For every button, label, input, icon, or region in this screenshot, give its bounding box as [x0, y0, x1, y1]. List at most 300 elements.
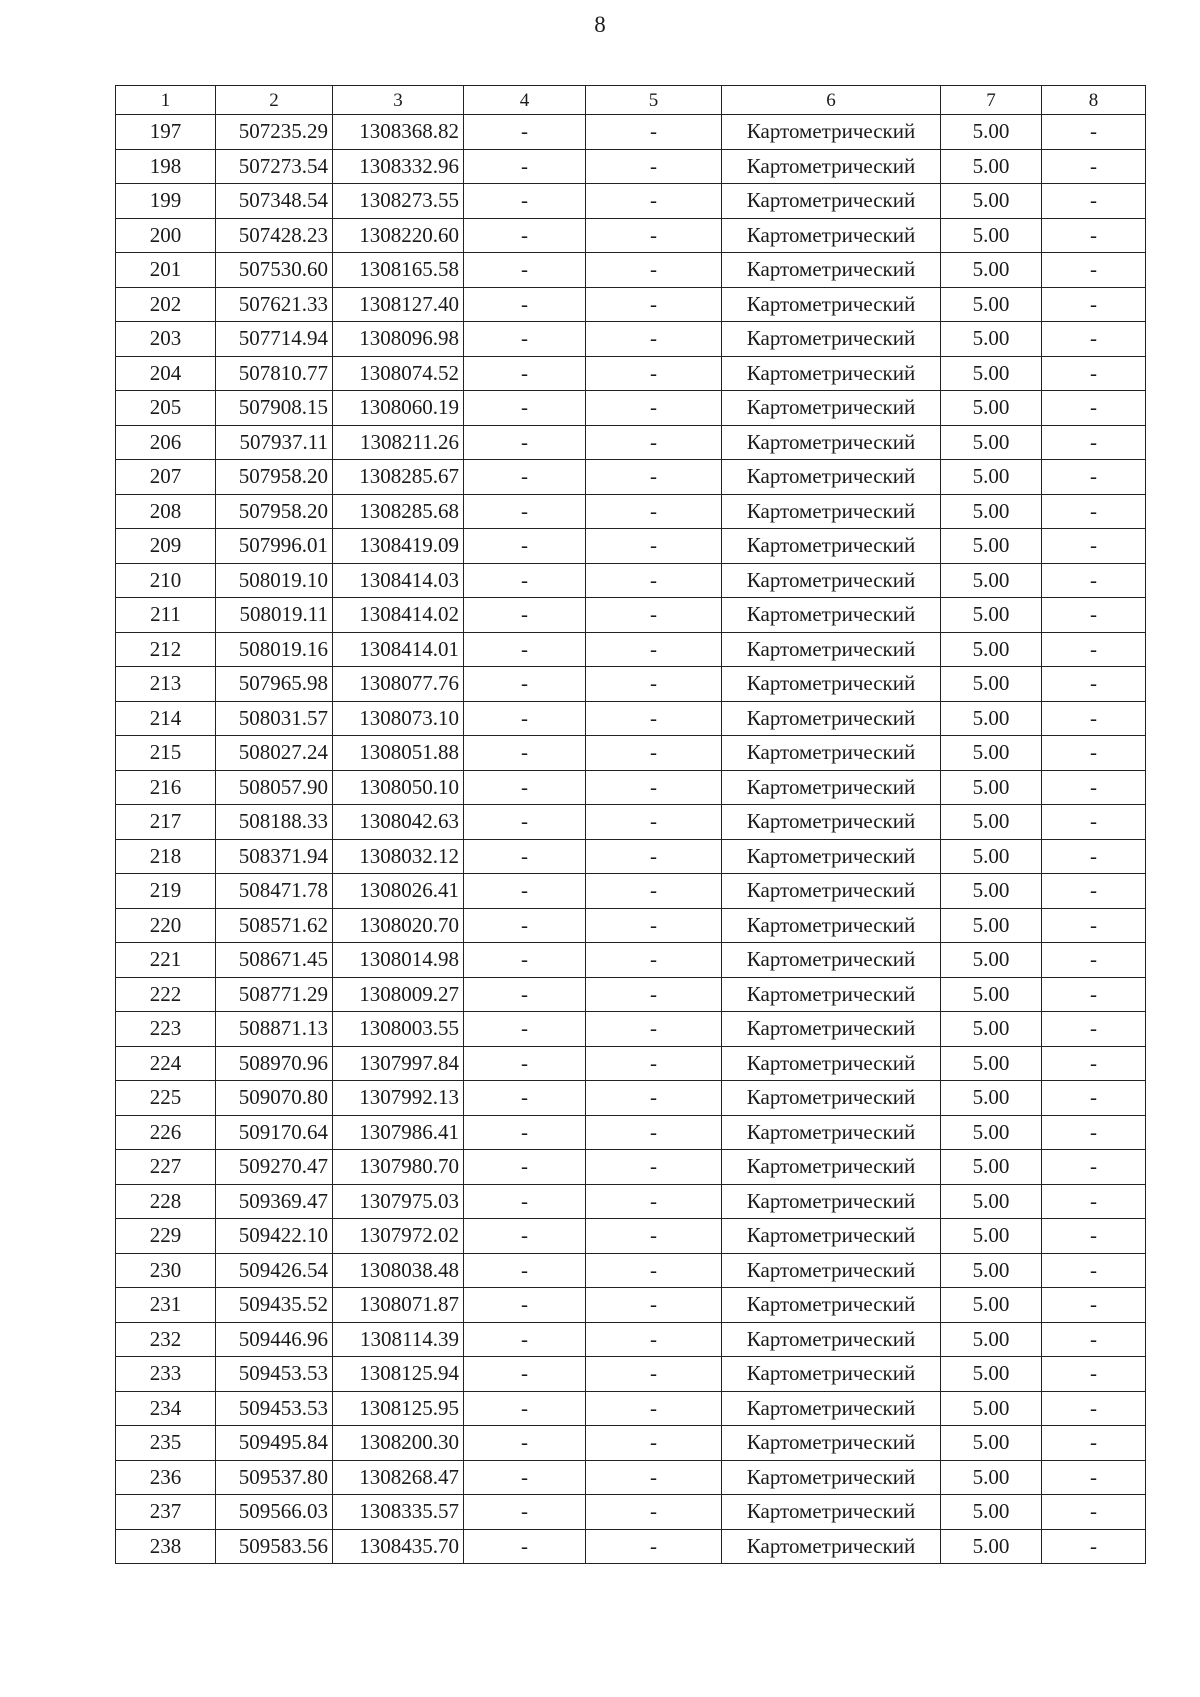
table-row	[116, 322, 1146, 357]
table-row	[116, 736, 1146, 771]
cell-point-number: 212	[116, 632, 216, 667]
table-row	[116, 115, 1146, 150]
table-row	[116, 184, 1146, 219]
cell-col8-value: -	[1042, 1460, 1146, 1495]
cell-accuracy: 5.00	[941, 1391, 1042, 1426]
cell-col5-value: -	[586, 632, 722, 667]
cell-point-number: 206	[116, 425, 216, 460]
column-header-3: 3	[333, 86, 464, 115]
cell-coord-x: 508871.13	[216, 1012, 333, 1047]
cell-col5-value: -	[586, 874, 722, 909]
cell-coord-y: 1308020.70	[333, 908, 464, 943]
cell-col8-value: -	[1042, 529, 1146, 564]
cell-coord-x: 509435.52	[216, 1288, 333, 1323]
cell-col4-value: -	[464, 1529, 586, 1564]
cell-accuracy: 5.00	[941, 908, 1042, 943]
cell-coord-y: 1308077.76	[333, 667, 464, 702]
cell-accuracy: 5.00	[941, 805, 1042, 840]
cell-accuracy: 5.00	[941, 1529, 1042, 1564]
table-row	[116, 977, 1146, 1012]
cell-coord-x: 509270.47	[216, 1150, 333, 1185]
cell-coord-y: 1307986.41	[333, 1115, 464, 1150]
cell-col8-value: -	[1042, 563, 1146, 598]
cell-col4-value: -	[464, 1426, 586, 1461]
cell-col4-value: -	[464, 977, 586, 1012]
cell-col5-value: -	[586, 356, 722, 391]
cell-col5-value: -	[586, 1322, 722, 1357]
cell-col5-value: -	[586, 218, 722, 253]
cell-accuracy: 5.00	[941, 598, 1042, 633]
cell-coord-y: 1308335.57	[333, 1495, 464, 1530]
cell-col5-value: -	[586, 322, 722, 357]
cell-coord-x: 508019.10	[216, 563, 333, 598]
cell-col8-value: -	[1042, 667, 1146, 702]
cell-method: Картометрический	[722, 253, 941, 288]
column-header-1: 1	[116, 86, 216, 115]
cell-method: Картометрический	[722, 770, 941, 805]
cell-accuracy: 5.00	[941, 356, 1042, 391]
table-row	[116, 1253, 1146, 1288]
cell-coord-x: 508571.62	[216, 908, 333, 943]
cell-coord-x: 507348.54	[216, 184, 333, 219]
cell-method: Картометрический	[722, 425, 941, 460]
column-header-6: 6	[722, 86, 941, 115]
cell-point-number: 233	[116, 1357, 216, 1392]
table-row	[116, 805, 1146, 840]
cell-col4-value: -	[464, 598, 586, 633]
cell-coord-x: 507908.15	[216, 391, 333, 426]
cell-col4-value: -	[464, 322, 586, 357]
table-row	[116, 839, 1146, 874]
cell-point-number: 200	[116, 218, 216, 253]
cell-col8-value: -	[1042, 839, 1146, 874]
cell-coord-x: 509583.56	[216, 1529, 333, 1564]
cell-col4-value: -	[464, 943, 586, 978]
cell-col4-value: -	[464, 184, 586, 219]
cell-col5-value: -	[586, 736, 722, 771]
cell-col5-value: -	[586, 1046, 722, 1081]
cell-method: Картометрический	[722, 1115, 941, 1150]
cell-method: Картометрический	[722, 1529, 941, 1564]
cell-col5-value: -	[586, 1115, 722, 1150]
cell-col4-value: -	[464, 736, 586, 771]
table-row	[116, 874, 1146, 909]
table-row	[116, 1426, 1146, 1461]
cell-method: Картометрический	[722, 1219, 941, 1254]
cell-col4-value: -	[464, 287, 586, 322]
table-row	[116, 701, 1146, 736]
cell-coord-x: 508019.11	[216, 598, 333, 633]
cell-point-number: 221	[116, 943, 216, 978]
cell-accuracy: 5.00	[941, 1322, 1042, 1357]
cell-col5-value: -	[586, 529, 722, 564]
cell-col4-value: -	[464, 770, 586, 805]
cell-coord-x: 509446.96	[216, 1322, 333, 1357]
cell-coord-y: 1308273.55	[333, 184, 464, 219]
cell-method: Картометрический	[722, 1150, 941, 1185]
cell-accuracy: 5.00	[941, 1012, 1042, 1047]
table-row	[116, 563, 1146, 598]
cell-col8-value: -	[1042, 460, 1146, 495]
cell-coord-y: 1308285.67	[333, 460, 464, 495]
cell-point-number: 228	[116, 1184, 216, 1219]
cell-coord-x: 507273.54	[216, 149, 333, 184]
cell-col8-value: -	[1042, 1012, 1146, 1047]
table-row	[116, 1322, 1146, 1357]
cell-accuracy: 5.00	[941, 529, 1042, 564]
page-number: 8	[594, 12, 606, 37]
cell-coord-x: 509453.53	[216, 1391, 333, 1426]
cell-point-number: 223	[116, 1012, 216, 1047]
cell-method: Картометрический	[722, 874, 941, 909]
column-header-2: 2	[216, 86, 333, 115]
cell-accuracy: 5.00	[941, 632, 1042, 667]
cell-coord-y: 1308032.12	[333, 839, 464, 874]
cell-point-number: 209	[116, 529, 216, 564]
cell-point-number: 202	[116, 287, 216, 322]
table-row	[116, 1150, 1146, 1185]
table-row	[116, 1495, 1146, 1530]
cell-col5-value: -	[586, 701, 722, 736]
cell-coord-x: 509369.47	[216, 1184, 333, 1219]
cell-coord-y: 1307972.02	[333, 1219, 464, 1254]
cell-coord-x: 508027.24	[216, 736, 333, 771]
cell-col4-value: -	[464, 1219, 586, 1254]
cell-col8-value: -	[1042, 598, 1146, 633]
cell-coord-y: 1308003.55	[333, 1012, 464, 1047]
cell-col5-value: -	[586, 1184, 722, 1219]
cell-col4-value: -	[464, 529, 586, 564]
table-row	[116, 356, 1146, 391]
cell-accuracy: 5.00	[941, 149, 1042, 184]
table-row	[116, 287, 1146, 322]
cell-accuracy: 5.00	[941, 839, 1042, 874]
cell-col4-value: -	[464, 1253, 586, 1288]
cell-col8-value: -	[1042, 805, 1146, 840]
cell-coord-x: 508970.96	[216, 1046, 333, 1081]
cell-col4-value: -	[464, 667, 586, 702]
table-row	[116, 1115, 1146, 1150]
cell-method: Картометрический	[722, 598, 941, 633]
column-header-7: 7	[941, 86, 1042, 115]
cell-coord-x: 507965.98	[216, 667, 333, 702]
cell-coord-y: 1307980.70	[333, 1150, 464, 1185]
table-row	[116, 149, 1146, 184]
cell-coord-y: 1308127.40	[333, 287, 464, 322]
cell-coord-y: 1308114.39	[333, 1322, 464, 1357]
cell-method: Картометрический	[722, 736, 941, 771]
cell-coord-y: 1308165.58	[333, 253, 464, 288]
cell-point-number: 231	[116, 1288, 216, 1323]
cell-col8-value: -	[1042, 1391, 1146, 1426]
cell-method: Картометрический	[722, 839, 941, 874]
cell-coord-x: 509422.10	[216, 1219, 333, 1254]
cell-coord-y: 1308026.41	[333, 874, 464, 909]
table-row	[116, 529, 1146, 564]
cell-coord-y: 1308071.87	[333, 1288, 464, 1323]
cell-col8-value: -	[1042, 1046, 1146, 1081]
cell-coord-x: 507530.60	[216, 253, 333, 288]
cell-col4-value: -	[464, 805, 586, 840]
cell-col4-value: -	[464, 908, 586, 943]
cell-accuracy: 5.00	[941, 874, 1042, 909]
cell-point-number: 230	[116, 1253, 216, 1288]
cell-col4-value: -	[464, 1184, 586, 1219]
cell-accuracy: 5.00	[941, 1460, 1042, 1495]
cell-point-number: 204	[116, 356, 216, 391]
cell-col4-value: -	[464, 1357, 586, 1392]
cell-col8-value: -	[1042, 1288, 1146, 1323]
cell-method: Картометрический	[722, 1184, 941, 1219]
cell-method: Картометрический	[722, 494, 941, 529]
cell-col8-value: -	[1042, 425, 1146, 460]
cell-method: Картометрический	[722, 1495, 941, 1530]
cell-col4-value: -	[464, 218, 586, 253]
column-header-5: 5	[586, 86, 722, 115]
cell-point-number: 201	[116, 253, 216, 288]
cell-accuracy: 5.00	[941, 494, 1042, 529]
cell-col4-value: -	[464, 1012, 586, 1047]
cell-point-number: 218	[116, 839, 216, 874]
cell-col4-value: -	[464, 1391, 586, 1426]
cell-point-number: 229	[116, 1219, 216, 1254]
cell-col8-value: -	[1042, 1495, 1146, 1530]
cell-col5-value: -	[586, 908, 722, 943]
cell-accuracy: 5.00	[941, 1081, 1042, 1116]
table-row	[116, 1184, 1146, 1219]
cell-col4-value: -	[464, 1081, 586, 1116]
cell-method: Картометрический	[722, 529, 941, 564]
table-row	[116, 1460, 1146, 1495]
cell-method: Картометрический	[722, 908, 941, 943]
cell-col5-value: -	[586, 425, 722, 460]
cell-method: Картометрический	[722, 391, 941, 426]
cell-col4-value: -	[464, 1150, 586, 1185]
cell-coord-x: 507621.33	[216, 287, 333, 322]
cell-col4-value: -	[464, 494, 586, 529]
cell-col5-value: -	[586, 1529, 722, 1564]
cell-coord-y: 1308038.48	[333, 1253, 464, 1288]
cell-col5-value: -	[586, 598, 722, 633]
cell-col5-value: -	[586, 1150, 722, 1185]
cell-point-number: 208	[116, 494, 216, 529]
cell-coord-x: 509070.80	[216, 1081, 333, 1116]
column-header-8: 8	[1042, 86, 1146, 115]
table-row	[116, 1012, 1146, 1047]
cell-col8-value: -	[1042, 1357, 1146, 1392]
cell-method: Картометрический	[722, 632, 941, 667]
cell-col8-value: -	[1042, 736, 1146, 771]
cell-coord-x: 507958.20	[216, 460, 333, 495]
cell-coord-y: 1308050.10	[333, 770, 464, 805]
cell-col8-value: -	[1042, 322, 1146, 357]
cell-point-number: 217	[116, 805, 216, 840]
cell-point-number: 213	[116, 667, 216, 702]
cell-method: Картометрический	[722, 1012, 941, 1047]
cell-accuracy: 5.00	[941, 736, 1042, 771]
cell-accuracy: 5.00	[941, 1219, 1042, 1254]
cell-point-number: 222	[116, 977, 216, 1012]
cell-coord-x: 509453.53	[216, 1357, 333, 1392]
cell-col4-value: -	[464, 391, 586, 426]
cell-col4-value: -	[464, 1495, 586, 1530]
cell-col4-value: -	[464, 425, 586, 460]
cell-accuracy: 5.00	[941, 1357, 1042, 1392]
cell-coord-y: 1308414.03	[333, 563, 464, 598]
cell-coord-y: 1308414.02	[333, 598, 464, 633]
cell-coord-x: 507235.29	[216, 115, 333, 150]
table-header	[116, 86, 1146, 115]
cell-col5-value: -	[586, 805, 722, 840]
cell-col4-value: -	[464, 1288, 586, 1323]
cell-method: Картометрический	[722, 1046, 941, 1081]
cell-coord-x: 509566.03	[216, 1495, 333, 1530]
cell-col5-value: -	[586, 460, 722, 495]
table-row	[116, 943, 1146, 978]
cell-point-number: 198	[116, 149, 216, 184]
cell-point-number: 236	[116, 1460, 216, 1495]
cell-method: Картометрический	[722, 1253, 941, 1288]
cell-point-number: 205	[116, 391, 216, 426]
cell-coord-y: 1308042.63	[333, 805, 464, 840]
cell-col8-value: -	[1042, 770, 1146, 805]
cell-col5-value: -	[586, 1081, 722, 1116]
cell-accuracy: 5.00	[941, 1150, 1042, 1185]
table-row	[116, 425, 1146, 460]
cell-col4-value: -	[464, 149, 586, 184]
cell-col5-value: -	[586, 149, 722, 184]
cell-method: Картометрический	[722, 356, 941, 391]
cell-accuracy: 5.00	[941, 563, 1042, 598]
cell-coord-x: 507996.01	[216, 529, 333, 564]
cell-coord-x: 508031.57	[216, 701, 333, 736]
cell-col5-value: -	[586, 253, 722, 288]
cell-accuracy: 5.00	[941, 322, 1042, 357]
cell-method: Картометрический	[722, 805, 941, 840]
table-row	[116, 632, 1146, 667]
cell-accuracy: 5.00	[941, 253, 1042, 288]
cell-accuracy: 5.00	[941, 701, 1042, 736]
cell-col8-value: -	[1042, 356, 1146, 391]
table-row	[116, 1081, 1146, 1116]
cell-col8-value: -	[1042, 977, 1146, 1012]
cell-coord-y: 1308009.27	[333, 977, 464, 1012]
cell-accuracy: 5.00	[941, 977, 1042, 1012]
cell-point-number: 225	[116, 1081, 216, 1116]
cell-accuracy: 5.00	[941, 943, 1042, 978]
cell-coord-y: 1308268.47	[333, 1460, 464, 1495]
cell-point-number: 232	[116, 1322, 216, 1357]
cell-col4-value: -	[464, 1460, 586, 1495]
cell-accuracy: 5.00	[941, 1115, 1042, 1150]
cell-accuracy: 5.00	[941, 667, 1042, 702]
header-row	[116, 86, 1146, 115]
cell-point-number: 227	[116, 1150, 216, 1185]
cell-point-number: 238	[116, 1529, 216, 1564]
cell-accuracy: 5.00	[941, 460, 1042, 495]
table-row	[116, 908, 1146, 943]
cell-point-number: 211	[116, 598, 216, 633]
cell-col8-value: -	[1042, 218, 1146, 253]
cell-method: Картометрический	[722, 149, 941, 184]
table-row	[116, 667, 1146, 702]
cell-coord-y: 1307975.03	[333, 1184, 464, 1219]
cell-coord-y: 1308073.10	[333, 701, 464, 736]
cell-method: Картометрический	[722, 1391, 941, 1426]
cell-point-number: 197	[116, 115, 216, 150]
cell-method: Картометрический	[722, 287, 941, 322]
column-header-4: 4	[464, 86, 586, 115]
cell-coord-y: 1308074.52	[333, 356, 464, 391]
cell-col8-value: -	[1042, 253, 1146, 288]
cell-method: Картометрический	[722, 1288, 941, 1323]
cell-col4-value: -	[464, 460, 586, 495]
cell-method: Картометрический	[722, 322, 941, 357]
cell-point-number: 237	[116, 1495, 216, 1530]
cell-coord-x: 508188.33	[216, 805, 333, 840]
cell-col8-value: -	[1042, 701, 1146, 736]
cell-coord-y: 1308125.95	[333, 1391, 464, 1426]
cell-point-number: 220	[116, 908, 216, 943]
cell-coord-y: 1307997.84	[333, 1046, 464, 1081]
cell-col5-value: -	[586, 977, 722, 1012]
cell-coord-x: 507428.23	[216, 218, 333, 253]
cell-method: Картометрический	[722, 1426, 941, 1461]
cell-col4-value: -	[464, 1046, 586, 1081]
cell-point-number: 219	[116, 874, 216, 909]
cell-coord-y: 1308419.09	[333, 529, 464, 564]
cell-coord-y: 1307992.13	[333, 1081, 464, 1116]
cell-coord-y: 1308014.98	[333, 943, 464, 978]
table-row	[116, 460, 1146, 495]
cell-coord-y: 1308060.19	[333, 391, 464, 426]
cell-col4-value: -	[464, 839, 586, 874]
cell-method: Картометрический	[722, 184, 941, 219]
cell-coord-x: 507810.77	[216, 356, 333, 391]
cell-col5-value: -	[586, 391, 722, 426]
cell-method: Картометрический	[722, 563, 941, 598]
cell-col8-value: -	[1042, 494, 1146, 529]
cell-col8-value: -	[1042, 149, 1146, 184]
cell-accuracy: 5.00	[941, 1495, 1042, 1530]
cell-coord-y: 1308285.68	[333, 494, 464, 529]
cell-coord-x: 509537.80	[216, 1460, 333, 1495]
cell-col4-value: -	[464, 701, 586, 736]
cell-point-number: 215	[116, 736, 216, 771]
table-row	[116, 770, 1146, 805]
cell-point-number: 203	[116, 322, 216, 357]
cell-coord-y: 1308332.96	[333, 149, 464, 184]
cell-col4-value: -	[464, 253, 586, 288]
cell-col8-value: -	[1042, 1150, 1146, 1185]
cell-accuracy: 5.00	[941, 391, 1042, 426]
cell-accuracy: 5.00	[941, 770, 1042, 805]
table-row	[116, 1288, 1146, 1323]
table-row	[116, 1391, 1146, 1426]
cell-method: Картометрический	[722, 218, 941, 253]
cell-coord-y: 1308200.30	[333, 1426, 464, 1461]
cell-col4-value: -	[464, 874, 586, 909]
cell-coord-y: 1308211.26	[333, 425, 464, 460]
table-row	[116, 1046, 1146, 1081]
cell-col8-value: -	[1042, 1529, 1146, 1564]
cell-method: Картометрический	[722, 977, 941, 1012]
cell-point-number: 207	[116, 460, 216, 495]
cell-col5-value: -	[586, 1357, 722, 1392]
cell-coord-x: 507958.20	[216, 494, 333, 529]
cell-col8-value: -	[1042, 943, 1146, 978]
cell-point-number: 214	[116, 701, 216, 736]
